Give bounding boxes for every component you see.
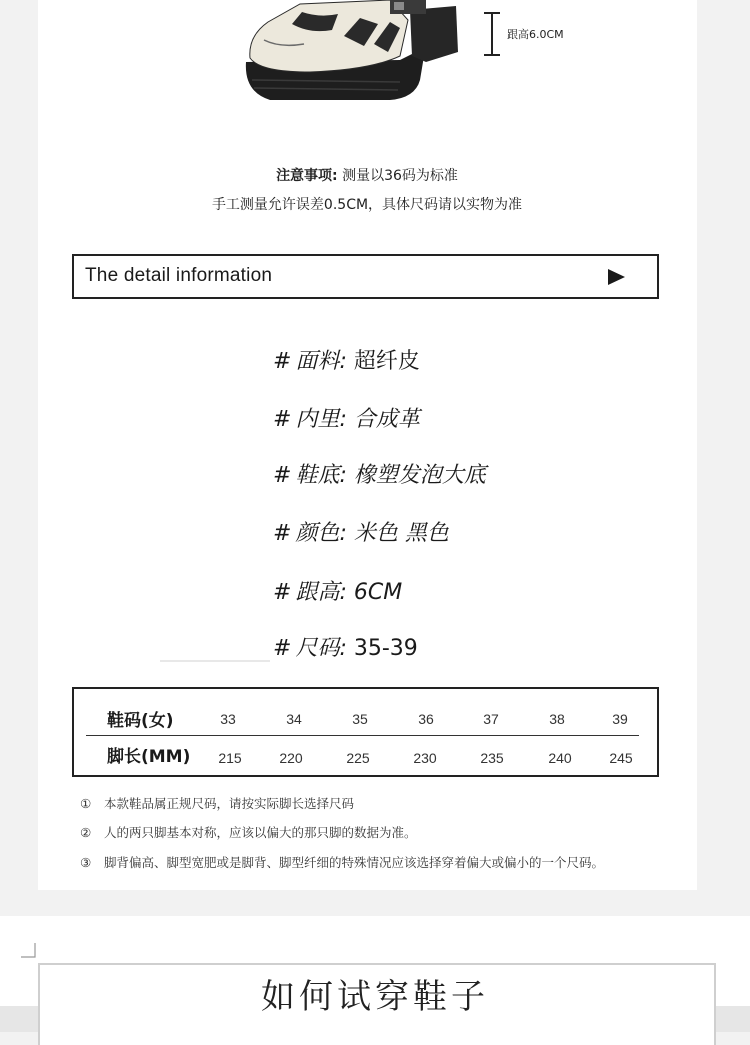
play-arrow-icon <box>608 269 625 285</box>
length-cell: 220 <box>279 750 303 766</box>
detail-information-header <box>72 254 659 299</box>
note-text: 测量以36码为标准 <box>337 168 458 184</box>
heel-height-label: 跟高6.0CM <box>507 28 564 41</box>
tolerance-note: 手工测量允许误差0.5CM，具体尺码请以实物为准 <box>211 197 523 213</box>
length-cell: 245 <box>609 750 633 766</box>
footnote-text: 人的两只脚基本对称，应该以偏大的那只脚的数据为准。 <box>104 825 417 840</box>
corner-bracket-icon <box>20 942 36 958</box>
length-cell: 240 <box>548 750 572 766</box>
divider <box>160 660 270 662</box>
size-cell: 37 <box>483 711 499 727</box>
size-cell: 35 <box>352 711 368 727</box>
spec-heel-height: # 跟高: 6CM <box>273 580 403 605</box>
spec-label: 尺码: <box>295 636 347 661</box>
length-cell: 230 <box>413 750 437 766</box>
spec-value: 超纤皮 <box>353 349 420 374</box>
detail-header-title: The detail information <box>85 265 273 286</box>
size-table <box>72 687 659 777</box>
spec-size-range: # 尺码: 35-39 <box>273 636 418 661</box>
footnote-number: ② <box>80 825 92 840</box>
spec-label: 颜色: <box>295 521 347 546</box>
footnote-item <box>80 823 417 841</box>
footnote-number: ① <box>80 796 92 811</box>
length-cell: 215 <box>218 750 242 766</box>
shoe-image <box>240 0 470 110</box>
length-cell: 235 <box>480 750 504 766</box>
spec-value: 米色 黑色 <box>353 521 449 546</box>
spec-material: # 面料: 超纤皮 <box>273 349 420 374</box>
section-title: 如何试穿鞋子 <box>261 977 489 1017</box>
footnote-item <box>80 853 604 871</box>
footnote-text: 本款鞋品属正规尺码，请按实际脚长选择尺码 <box>104 796 355 811</box>
spec-value: 6CM <box>353 580 403 605</box>
spec-value: 橡塑发泡大底 <box>353 463 486 488</box>
note-heading: 注意事项: <box>276 168 338 184</box>
size-cell: 36 <box>418 711 434 727</box>
spec-label: 面料: <box>295 349 347 374</box>
heel-height-marker-icon <box>482 12 502 56</box>
size-cell: 34 <box>286 711 302 727</box>
footnote-item <box>80 794 354 812</box>
spec-label: 鞋底: <box>295 463 347 488</box>
spec-lining: # 内里: 合成革 <box>273 407 420 432</box>
footnote-text: 脚背偏高、脚型宽肥或是脚背、脚型纤细的特殊情况应该选择穿着偏大或偏小的一个尺码。 <box>104 855 605 870</box>
next-section <box>0 916 750 1032</box>
size-cell: 33 <box>220 711 236 727</box>
spec-value: 35-39 <box>353 636 418 661</box>
measurement-note <box>0 165 734 185</box>
size-row-label: 鞋码(女) <box>107 711 174 731</box>
spec-sole: # 鞋底: 橡塑发泡大底 <box>273 463 486 488</box>
size-cell: 38 <box>549 711 565 727</box>
table-divider <box>86 735 639 736</box>
spec-label: 跟高: <box>295 580 347 605</box>
footnote-number: ③ <box>80 855 92 870</box>
spec-value: 合成革 <box>353 407 420 432</box>
size-cell: 39 <box>612 711 628 727</box>
spec-color: # 颜色: 米色 黑色 <box>273 521 449 546</box>
spec-label: 内里: <box>295 407 347 432</box>
length-cell: 225 <box>346 750 370 766</box>
length-row-label: 脚长(MM) <box>107 747 191 767</box>
